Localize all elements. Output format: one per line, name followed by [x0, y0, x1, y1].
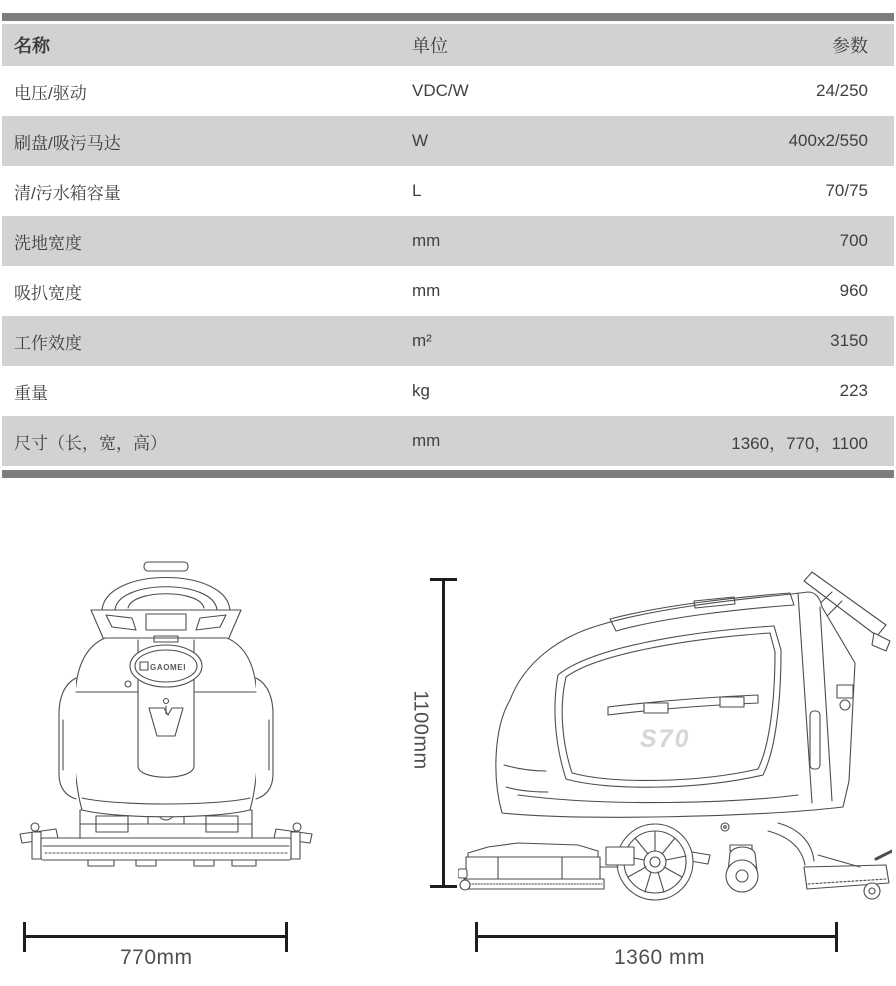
table-header-row [2, 24, 894, 66]
dimension-cap [430, 885, 457, 888]
table-row [2, 366, 894, 416]
row-value: 400x2/550 [788, 131, 868, 150]
dimension-tick [285, 922, 288, 952]
table-top-bar [2, 13, 894, 21]
row-value: 223 [839, 381, 868, 400]
table-row [2, 416, 894, 466]
side-view-drawing [458, 555, 892, 907]
side-height-label: 1100mm [409, 690, 432, 770]
row-unit: mm [412, 431, 441, 450]
side-length-label: 1360 mm [614, 946, 706, 969]
row-name: 洗地宽度 [14, 233, 82, 253]
row-unit: VDC/W [412, 81, 469, 100]
table-row [2, 316, 894, 366]
row-value: 700 [839, 231, 868, 250]
row-unit: L [412, 181, 422, 200]
table-row [2, 266, 894, 316]
dimension-line [442, 578, 445, 888]
front-logo-text: GAOMEI [150, 663, 187, 672]
table-row [2, 66, 894, 116]
row-name: 清/污水箱容量 [14, 183, 121, 203]
header-unit: 单位 [412, 36, 448, 56]
header-value: 参数 [832, 36, 868, 56]
row-unit: kg [412, 381, 430, 400]
front-view-drawing [18, 550, 314, 884]
row-name: 电压/驱动 [14, 83, 87, 103]
row-value: 70/75 [825, 181, 868, 200]
header-name: 名称 [14, 36, 50, 56]
side-height-dimension [430, 578, 457, 888]
row-unit: m² [412, 331, 432, 350]
table-body [2, 66, 894, 466]
row-name: 吸扒宽度 [14, 283, 82, 303]
front-width-label: 770mm [120, 946, 193, 969]
row-unit: mm [412, 231, 441, 250]
row-value: 1360，770，1100 [731, 433, 868, 453]
dimension-tick [835, 922, 838, 952]
dimension-line [23, 935, 288, 938]
table-bottom-bar [2, 470, 894, 478]
row-name: 工作效度 [14, 333, 82, 353]
table-row [2, 216, 894, 266]
side-model-label: S70 [640, 725, 691, 753]
dimension-line [475, 935, 838, 938]
row-name: 刷盘/吸污马达 [14, 133, 121, 153]
row-value: 3150 [830, 331, 868, 350]
row-unit: mm [412, 281, 441, 300]
row-name: 重量 [14, 383, 48, 403]
row-name: 尺寸（长，宽，高） [14, 433, 167, 453]
table-row [2, 116, 894, 166]
spec-table [2, 13, 894, 478]
row-value: 24/250 [816, 81, 868, 100]
table-row [2, 166, 894, 216]
row-unit: W [412, 131, 429, 150]
row-value: 960 [839, 281, 868, 300]
